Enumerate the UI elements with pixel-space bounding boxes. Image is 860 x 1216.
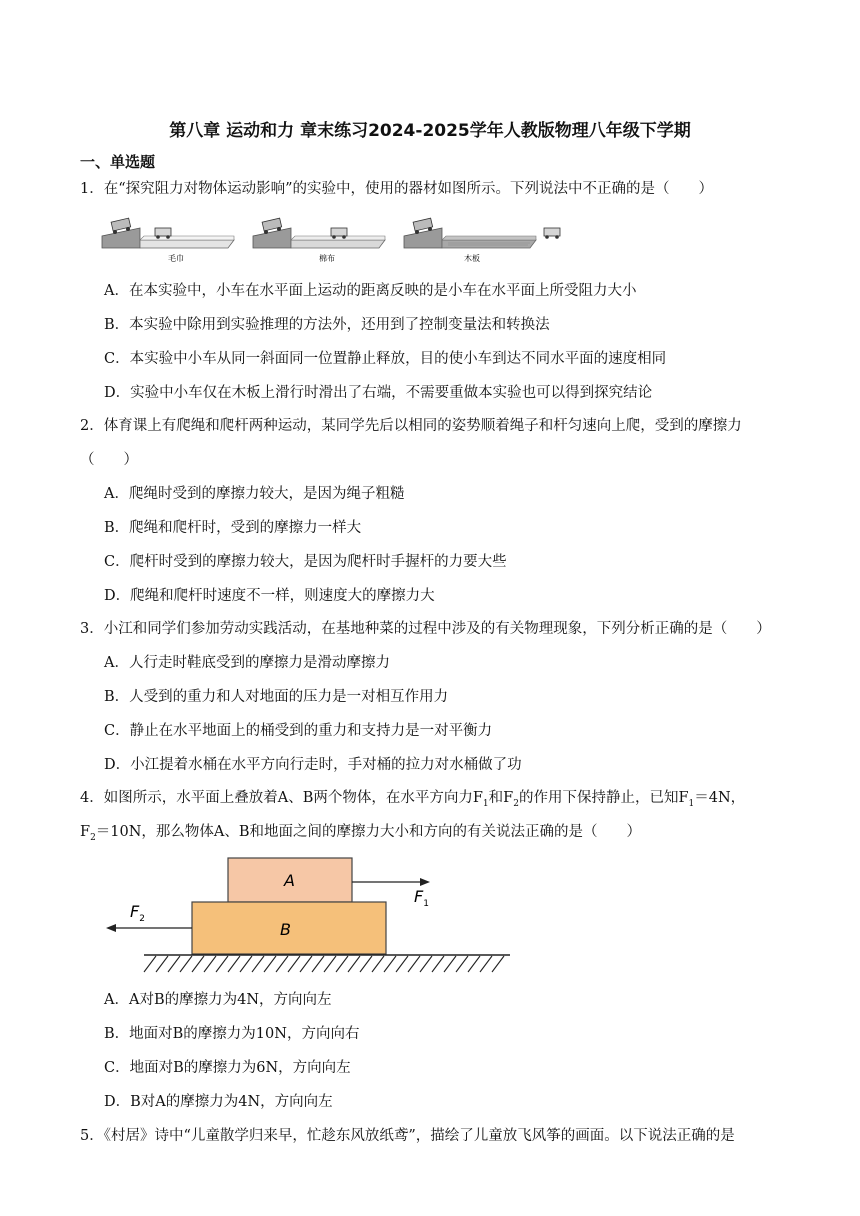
force-f1-label: $F_1$ — [414, 887, 429, 909]
question-1-option-a: A．在本实验中，小车在水平面上运动的距离反映的是小车在水平面上所受阻力大小 — [104, 283, 637, 299]
experiment-setup-cotton — [253, 218, 385, 263]
question-2-option-b: B．爬绳和爬杆时，受到的摩擦力一样大 — [104, 520, 362, 536]
block-a-label: A — [284, 871, 295, 890]
question-4-figure — [100, 852, 520, 980]
page-title: 第八章 运动和力 章末练习2024-2025学年人教版物理八年级下学期 — [169, 121, 691, 141]
question-3-option-a: A．人行走时鞋底受到的摩擦力是滑动摩擦力 — [104, 655, 390, 671]
section-heading: 一、单选题 — [80, 153, 156, 171]
question-1-option-c: C．本实验中小车从同一斜面同一位置静止释放，目的使小车到达不同水平面的速度相同 — [104, 351, 667, 367]
question-2-stem-cont: （ ） — [80, 452, 138, 468]
question-2-stem: 2．体育课上有爬绳和爬杆两种运动，某同学先后以相同的姿势顺着绳子和杆匀速向上爬，受到的摩擦力 — [80, 418, 742, 434]
question-4-option-d: D．B对A的摩擦力为4N，方向向左 — [104, 1094, 333, 1110]
question-3-option-d: D．小江提着水桶在水平方向行走时，手对桶的拉力对水桶做了功 — [104, 757, 522, 773]
question-2-option-c: C．爬杆时受到的摩擦力较大，是因为爬杆时手握杆的力要大些 — [104, 554, 507, 570]
question-1-figure — [100, 210, 570, 266]
towel-label: 毛巾 — [168, 254, 184, 263]
question-2-option-d: D．爬绳和爬杆时速度不一样，则速度大的摩擦力大 — [104, 588, 435, 604]
block-b-label: B — [280, 920, 291, 939]
experiment-setup-wood — [404, 218, 560, 263]
question-4-stem: 4．如图所示，水平面上叠放着A、B两个物体，在水平方向力$F_1$和$F_2$的作用下保持静止，已知$F_1=4N$， — [80, 790, 746, 809]
ground-hatching — [144, 956, 504, 972]
force-f2-label: $F_2$ — [130, 902, 145, 924]
question-4-option-a: A．A对B的摩擦力为4N，方向向左 — [104, 992, 332, 1008]
question-3-stem: 3．小江和同学们参加劳动实践活动，在基地种菜的过程中涉及的有关物理现象，下列分析正确的是（ ） — [80, 621, 771, 637]
question-2-option-a: A．爬绳时受到的摩擦力较大，是因为绳子粗糙 — [104, 486, 405, 502]
question-3-option-c: C．静止在水平地面上的桶受到的重力和支持力是一对平衡力 — [104, 723, 493, 739]
experiment-setup-towel — [102, 218, 234, 263]
question-4-stem-cont: $F_2=10N$，那么物体A、B和地面之间的摩擦力大小和方向的有关说法正确的是（ ） — [80, 824, 642, 843]
question-5-stem: 5．《村居》诗中“儿童散学归来早，忙趁东风放纸鸢”，描绘了儿童放飞风筝的画面。以下说法正确的是 — [80, 1128, 735, 1144]
question-1-option-b: B．本实验中除用到实验推理的方法外，还用到了控制变量法和转换法 — [104, 317, 550, 333]
question-3-option-b: B．人受到的重力和人对地面的压力是一对相互作用力 — [104, 689, 449, 705]
wood-label: 木板 — [464, 254, 480, 263]
question-1-stem: 1．在“探究阻力对物体运动影响”的实验中，使用的器材如图所示。下列说法中不正确的是（ ） — [80, 181, 714, 197]
question-4-option-c: C．地面对B的摩擦力为6N，方向向左 — [104, 1060, 351, 1076]
cotton-label: 棉布 — [319, 254, 335, 263]
question-1-option-d: D．实验中小车仅在木板上滑行时滑出了右端，不需要重做本实验也可以得到探究结论 — [104, 385, 653, 401]
question-4-option-b: B．地面对B的摩擦力为10N，方向向右 — [104, 1026, 360, 1042]
